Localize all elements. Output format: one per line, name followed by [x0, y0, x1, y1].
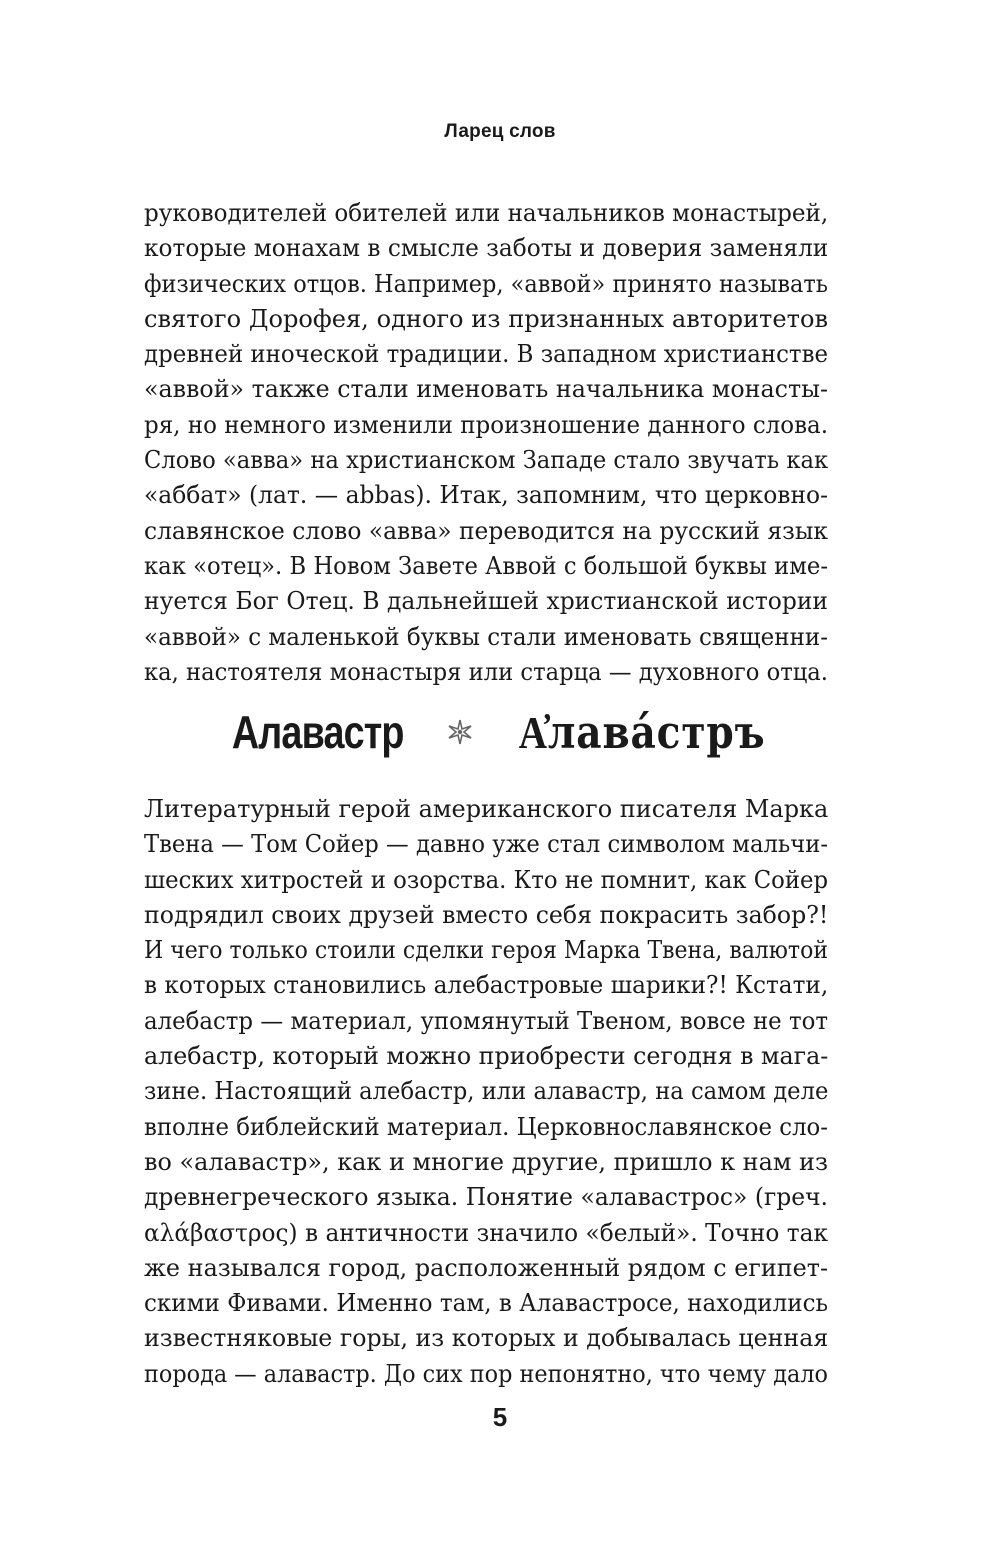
text-line: Слово «авва» на христианском Западе стало звучать как [144, 445, 829, 475]
text-line: как «отец». В Новом Завете Аввой с большой буквы име- [144, 550, 828, 580]
text-line: И чего только стоили сделки героя Марка Твена, валютой [144, 935, 828, 965]
text-line: вполне библейский материал. Церковнославянское сло- [144, 1111, 828, 1141]
star-ornament-icon [445, 717, 475, 747]
text-line: древнегреческого языка. Понятие «алавастрос» (греч. [144, 1182, 828, 1212]
text-line: ря, но немного изменили произношение данного слова. [144, 409, 828, 439]
text-line: алебастр — материал, упомянутый Твеном, вовсе не тот [144, 1005, 828, 1035]
paragraph-2 [144, 791, 828, 1391]
text-line: Литературный герой американского писателя Марка [144, 794, 829, 823]
text-line: славянское слово «авва» переводится на русский язык [144, 515, 828, 545]
text-line: «аббат» (лат. — abbas). Итак, запомним, что церковно- [144, 480, 828, 510]
running-head: Ларец слов [444, 121, 556, 142]
text-line: αλάβαστρος) в античности значило «белый». Точно так [144, 1217, 828, 1247]
text-line: древней иноческой традиции. В западном христианстве [144, 339, 828, 369]
text-line: порода — алавастр. До сих пор непонятно, что чему дало [144, 1358, 828, 1388]
text-line: святого Дорофея, одного из признанных авторитетов [144, 303, 828, 333]
text-line: физических отцов. Например, «аввой» принято называть [144, 268, 828, 298]
text-line: которые монахам в смысле заботы и доверия заменяли [144, 233, 829, 263]
text-line: известняковые горы, из которых и добывалась ценная [144, 1323, 829, 1353]
text-line: же назывался город, расположенный рядом с египет- [144, 1252, 828, 1282]
heading-slavonic: А҆лава́стръ [518, 705, 766, 759]
text-line: в которых становились алебастровые шарики?! Кстати, [144, 970, 829, 1000]
text-line: алебастр, который можно приобрести сегодня в мага- [144, 1041, 829, 1071]
paragraph-1 [144, 195, 828, 689]
text-line: скими Фивами. Именно там, в Алавастросе, находились [144, 1288, 828, 1318]
text-line: шеских хитростей и озорства. Кто не помнит, как Сойер [144, 864, 828, 894]
text-line: «аввой» с маленькой буквы стали именовать священни- [144, 621, 828, 651]
text-line: руководителей обителей или начальников монастырей, [144, 198, 829, 227]
text-line: зине. Настоящий алебастр, или алавастр, на самом деле [144, 1076, 829, 1106]
page-number: 5 [492, 1402, 508, 1432]
text-line: «аввой» также стали именовать начальника монасты- [144, 374, 828, 404]
text-line: нуется Бог Отец. В дальнейшей христианской истории [144, 586, 828, 616]
text-line: во «алавастр», как и многие другие, пришло к нам из [144, 1146, 828, 1176]
heading-russian: Алавастр [231, 706, 404, 758]
text-line: подрядил своих друзей вместо себя покрасить забор?! [144, 899, 829, 929]
text-line: Твена — Том Сойер — давно уже стал символом мальчи- [144, 829, 828, 859]
section-heading [0, 705, 1000, 759]
text-line: ка, настоятеля монастыря или старца — духовного отца. [144, 656, 829, 686]
